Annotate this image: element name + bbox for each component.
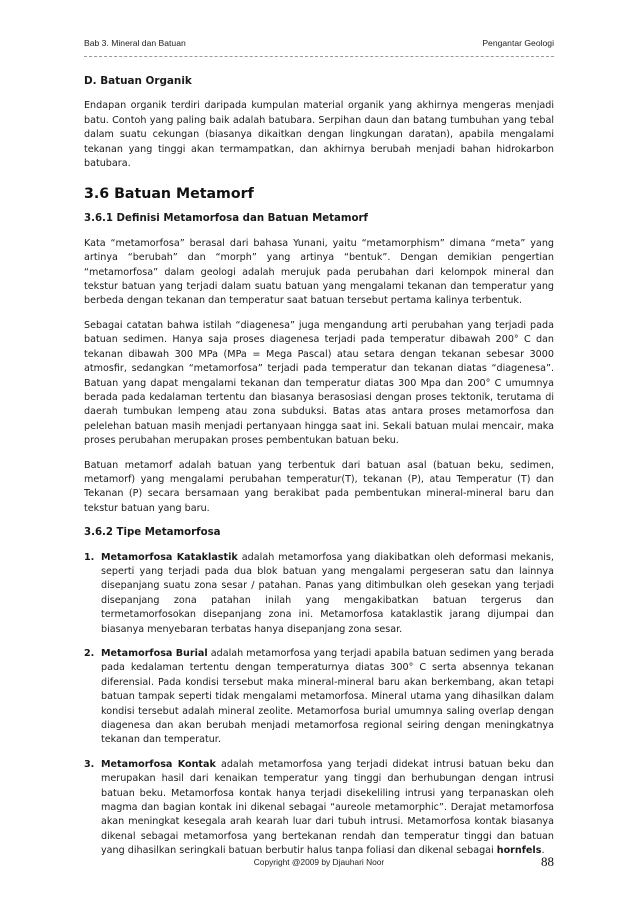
page-footer <box>84 855 554 871</box>
header-divider <box>84 56 554 57</box>
term-kataklastik: Metamorfosa Kataklastik <box>101 551 238 563</box>
heading-definisi-metamorfosa: 3.6.1 Definisi Metamorfosa dan Batuan Metamorf <box>84 213 368 225</box>
list-item-kontak <box>84 758 554 859</box>
paragraph-definisi-1: Kata “metamorfosa” berasal dari bahasa Yunani, yaitu “metamorphism” dimana “meta” yang artinya “berubah” dan “morph” yang artinya “bentuk”. Dengan demikian pengertian “metamorfosa” dalam geologi adalah merujuk pada perubahan dari kelompok mineral dan tekstur batuan yang terjadi dalam suatu batuan yang mengalami tekanan dan temperatur yang berbeda dengan tekanan dan temperatur saat batuan tersebut pertama kalinya terbentuk. <box>84 237 554 307</box>
list-item-number: 3. <box>84 758 95 770</box>
sentence-end: . <box>541 845 545 857</box>
description-burial: adalah metamorfosa yang terjadi apabila batuan sedimen yang berada pada kedalaman tertentu dengan temperaturnya diatas 300° C serta absennya tekanan diferensial. Pada kondisi tersebut maka mineral-mineral baru akan berkembang, akan tetapi batuan tampak seperti tidak mengalami metamorfosa. Mineral utama yang dihasilkan dalam kondisi tersebut adalah mineral zeolite. Metamorfosa burial umumnya saling overlap dengan diagenesa dan akan berubah menjadi metamorfosa regional seiring dengan meningkatnya tekanan dan temperatur. <box>101 648 554 746</box>
page-body <box>84 74 554 869</box>
metamorfosa-type-list <box>84 551 554 859</box>
term-hornfels: hornfels <box>496 845 542 857</box>
heading-tipe-metamorfosa: 3.6.2 Tipe Metamorfosa <box>84 527 221 539</box>
header-chapter: Bab 3. Mineral dan Batuan <box>84 38 186 48</box>
page-number: 88 <box>541 854 554 869</box>
heading-batuan-metamorf: 3.6 Batuan Metamorf <box>84 186 254 203</box>
term-kontak: Metamorfosa Kontak <box>101 758 216 770</box>
heading-batuan-organik: D. Batuan Organik <box>84 75 192 87</box>
description-kataklastik: adalah metamorfosa yang diakibatkan oleh deformasi mekanis, seperti yang terjadi pada dua blok batuan yang mengalami pergeseran satu dan lainnya disepanjang suatu zona sesar / patahan. Panas yang ditimbulkan oleh gesekan yang terjadi disepanjang zona patahan inilah yang mengakibatkan batuan tergerus dan termetamorfosokan disepanjang zona ini. Metamorfosa kataklastik jarang dijumpai dan biasanya menyebaran terbatas hanya disepanjang zona sesar. <box>101 551 554 635</box>
list-item-number: 1. <box>84 551 95 563</box>
header-book-title: Pengantar Geologi <box>482 38 554 48</box>
list-item-kataklastik <box>84 551 554 637</box>
term-burial: Metamorfosa Burial <box>101 648 208 659</box>
description-kontak: adalah metamorfosa yang terjadi didekat intrusi batuan beku dan merupakan hasil dari kenaikan temperatur yang tinggi dan berhubungan dengan intrusi batuan beku. Metamorfosa kontak hanya terjadi disekeliling intrusi yang terpanaskan oleh magma dan bagian kontak ini dikenal sebagai “aureole metamorphic”. Derajat metamorfosa akan meningkat kesegala arah kearah luar dari tubuh intrusi. Metamorfosa kontak biasanya dikenal sebagai metamorfosa yang bertekanan rendah dan temperatur tinggi dan batuan yang dihasilkan seringkali batuan berbutir halus tanpa foliasi dan dikenal sebagai <box>101 758 554 857</box>
running-header <box>84 38 554 52</box>
paragraph-definisi-3: Batuan metamorf adalah batuan yang terbentuk dari batuan asal (batuan beku, sedimen, metamorf) yang mengalami perubahan temperatur(T), tekanan (P), atau Temperatur (T) dan Tekanan (P) secara bersamaan yang berakibat pada pembentukan mineral-mineral baru dan tekstur batuan yang baru. <box>84 459 554 514</box>
footer-copyright: Copyright @2009 by Djauhari Noor <box>253 857 385 867</box>
list-item-burial <box>84 647 554 748</box>
paragraph-batuan-organik: Endapan organik terdiri daripada kumpulan material organik yang akhirnya mengeras menjadi batu. Contoh yang paling baik adalah batubara. Serpihan daun dan batang tumbuhan yang tebal dalam suatu cekungan (biasanya dikaitkan dengan lingkungan daratan), apabila mengalami tekanan yang tinggi akan termampatkan, dan akhirnya berubah menjadi bahan hidrokarbon batubara. <box>84 100 554 170</box>
paragraph-definisi-2: Sebagai catatan bahwa istilah “diagenesa” juga mengandung arti perubahan yang terjadi pada batuan sedimen. Hanya saja proses diagenesa terjadi pada temperatur dibawah 200° C dan tekanan dibawah 300 MPa (MPa = Mega Pascal) atau setara dengan tekanan sebesar 3000 atmosfir, sedangkan “metamorfosa” terjadi pada temperatur dan tekanan diatas “diagenesa”. Batuan yang dapat mengalami tekanan dan temperatur diatas 300 Mpa dan 200° C umumnya berada pada kedalaman tertentu dan biasanya berasosiasi dengan proses tektonik, terutama di daerah tumbukan lempeng atau zona subduksi. Batas atas antara proses metamorfosa dan pelelehan batuan masih menjadi pertanyaan hingga saat ini. Sekali batuan mulai mencair, maka proses perubahan merupakan proses pembentukan batuan beku. <box>84 319 554 447</box>
list-item-number: 2. <box>84 648 95 659</box>
